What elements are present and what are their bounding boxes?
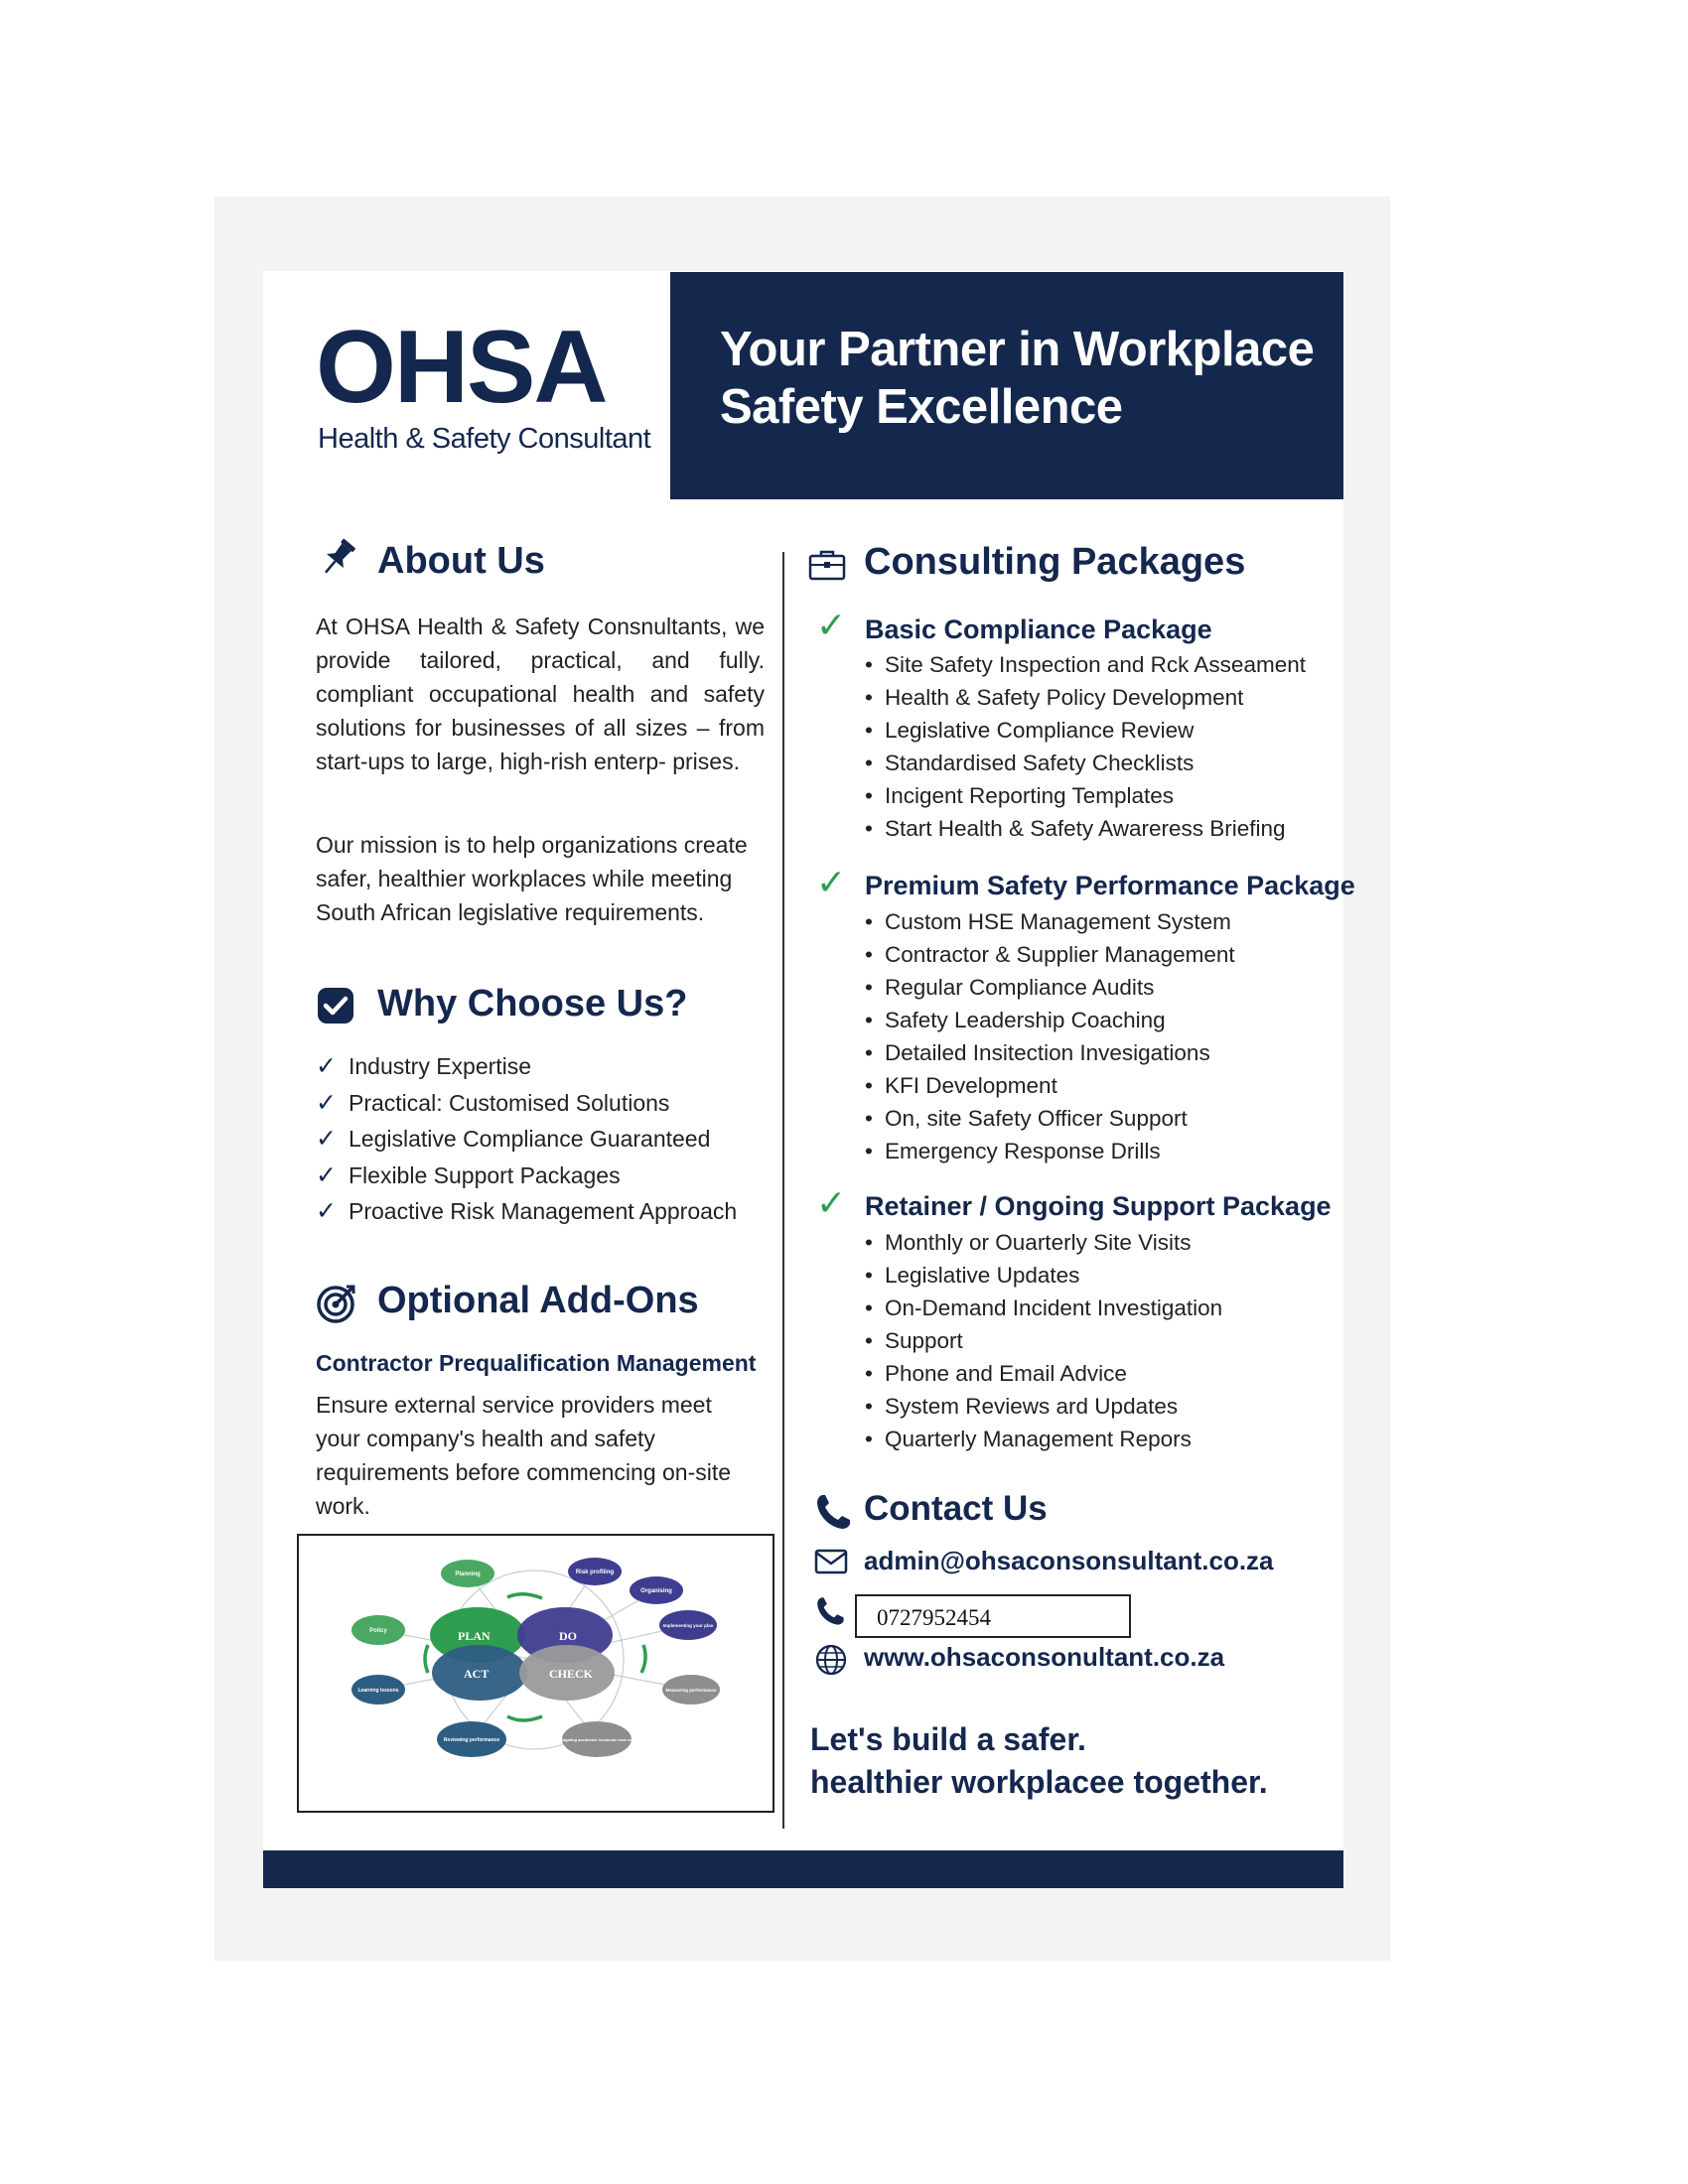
list-item: • Site Safety Inspection and Rck Asseament [865, 648, 1306, 681]
contact-heading: Contact Us [864, 1489, 1048, 1528]
pdca-diagram [297, 1534, 774, 1813]
list-item: • Detailed Insitection Invesigations [865, 1036, 1235, 1069]
phone-icon [814, 1492, 852, 1537]
brand-logo: OHSA [316, 310, 607, 425]
tagline-line1: Let's build a safer. [810, 1721, 1086, 1757]
globe-icon [814, 1643, 848, 1682]
why-heading: Why Choose Us? [377, 983, 688, 1024]
checkmark-icon: ✓ [316, 1197, 337, 1225]
contact-email[interactable]: admin@ohsaconsonsultant.co.za [864, 1546, 1274, 1575]
list-item: • Health & Safety Policy Development [865, 681, 1306, 714]
package-title-basic: Basic Compliance Package [865, 614, 1212, 644]
envelope-icon [814, 1549, 848, 1579]
pushpin-icon [316, 536, 359, 585]
about-paragraph-2: Our mission is to help organizations create safer, healthier workplaces while meeting South African legislative requirements. [316, 832, 748, 925]
list-item: • On-Demand Incident Investigation [865, 1292, 1222, 1324]
footer-bar [263, 1850, 1343, 1888]
green-check-icon: ✓ [816, 862, 847, 902]
package-retainer-list [865, 1226, 1222, 1455]
checkmark-icon: ✓ [316, 1088, 337, 1117]
node-reviewing: Reviewing performance [443, 1737, 500, 1743]
list-item: • Legislative Updates [865, 1259, 1222, 1292]
list-item: • Contractor & Supplier Management [865, 938, 1235, 971]
phone-small-icon [814, 1595, 846, 1632]
list-item: • Support [865, 1324, 1222, 1357]
list-item: • Emergency Response Drills [865, 1135, 1235, 1167]
banner-title-line2: Safety Excellence [720, 380, 1123, 434]
list-item: • Monthly or Ouarterly Site Visits [865, 1226, 1222, 1259]
list-item: • On, site Safety Officer Support [865, 1102, 1235, 1135]
about-heading: About Us [377, 540, 545, 582]
why-item: ✓ Practical: Customised Solutions [316, 1085, 737, 1122]
addons-text: Ensure external service providers meet your company's health and safety requirements before commencing on-site work. [316, 1392, 732, 1519]
contact-website[interactable]: www.ohsaconsonultant.co.za [864, 1642, 1225, 1672]
list-item: • Quarterly Management Repors [865, 1423, 1222, 1455]
pdca-act: ACT [464, 1667, 490, 1681]
why-item: ✓ Proactive Risk Management Approach [316, 1193, 737, 1230]
list-item: • Regular Compliance Audits [865, 971, 1235, 1004]
list-item: • Safety Leadership Coaching [865, 1004, 1235, 1036]
target-icon [316, 1283, 357, 1329]
node-policy: Policy [369, 1628, 387, 1634]
pdca-check: CHECK [549, 1667, 594, 1681]
briefcase-icon [808, 549, 846, 586]
pdca-do: DO [559, 1629, 577, 1643]
list-item: • Incigent Reporting Templates [865, 779, 1306, 812]
node-implementing: Implementing your plan [662, 1623, 714, 1628]
package-title-premium: Premium Safety Performance Package [865, 871, 1355, 900]
banner-title-line1: Your Partner in Workplace [720, 323, 1315, 376]
tagline-line2: healthier workplacee together. [810, 1764, 1268, 1800]
list-item: • Legislative Compliance Review [865, 714, 1306, 747]
green-check-icon: ✓ [816, 605, 847, 645]
addons-heading: Optional Add-Ons [377, 1280, 699, 1321]
node-measuring: Measuring performance [665, 1688, 717, 1693]
why-item: ✓ Industry Expertise [316, 1048, 737, 1085]
list-item: • KFI Development [865, 1069, 1235, 1102]
list-item: • Phone and Email Advice [865, 1357, 1222, 1390]
list-item: • Standardised Safety Checklists [865, 747, 1306, 779]
list-item: • System Reviews ard Updates [865, 1390, 1222, 1423]
green-check-icon: ✓ [816, 1182, 847, 1223]
checkmark-icon: ✓ [316, 1125, 337, 1153]
checkmark-icon: ✓ [316, 1160, 337, 1189]
list-item: • Start Health & Safety Awareress Briefing [865, 812, 1306, 845]
package-basic-list [865, 648, 1306, 845]
addons-subheading: Contractor Prequalification Management [316, 1350, 757, 1376]
node-planning: Planning [455, 1571, 481, 1577]
brand-subtitle: Health & Safety Consultant [318, 423, 651, 455]
pdca-plan: PLAN [458, 1629, 491, 1643]
column-divider [782, 552, 784, 1829]
why-item: ✓ Flexible Support Packages [316, 1158, 737, 1194]
node-risk-profiling: Risk profiling [575, 1570, 615, 1575]
node-investigating: Investigating accidents/ incidents/ near misses [552, 1737, 641, 1742]
node-organising: Organising [640, 1588, 672, 1594]
package-premium-list [865, 905, 1235, 1167]
checkmark-icon: ✓ [316, 1052, 337, 1080]
package-title-retainer: Retainer / Ongoing Support Package [865, 1191, 1332, 1221]
why-list [316, 1048, 737, 1230]
check-badge-icon [316, 986, 355, 1030]
header-banner [670, 272, 1343, 499]
node-learning: Learning lessons [357, 1688, 399, 1694]
packages-heading: Consulting Packages [864, 541, 1246, 583]
why-item: ✓ Legislative Compliance Guaranteed [316, 1121, 737, 1158]
about-paragraph-1: At OHSA Health & Safety Consnultants, we provide tailored, practical, and fully. compliant occupational health and safety solutions for businesses of all sizes – from start-ups to large, high-rish enterp- prises. [316, 614, 765, 774]
list-item: • Custom HSE Management System [865, 905, 1235, 938]
contact-phone[interactable]: 0727952454 [855, 1594, 1131, 1638]
